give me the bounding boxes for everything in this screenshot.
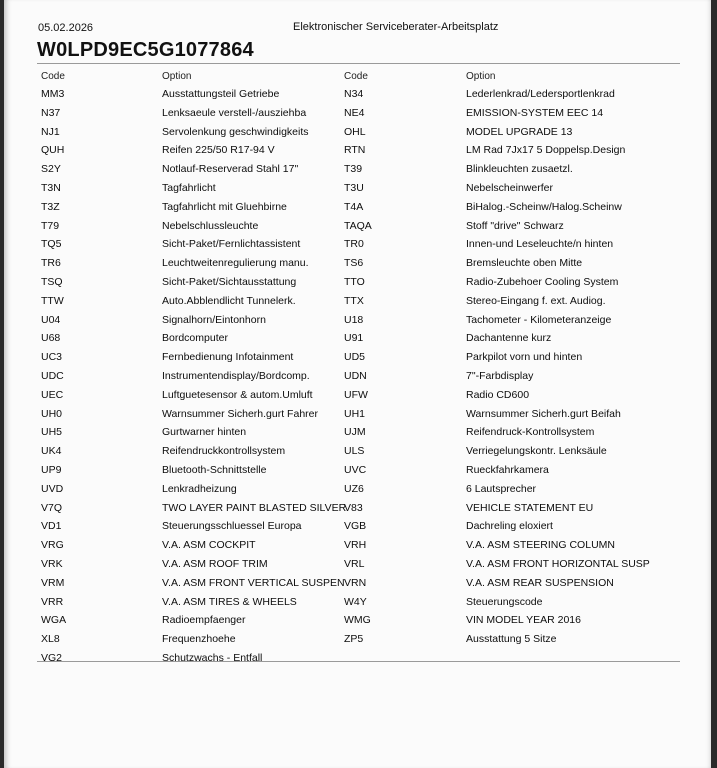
option-code-left: WGA: [41, 614, 67, 627]
option-description-left: Leuchtweitenregulierung manu.: [162, 257, 309, 270]
option-description-right: Rueckfahrkamera: [466, 463, 549, 476]
option-code-right: V83: [344, 501, 363, 514]
table-row: [4, 405, 711, 424]
option-code-left: U68: [41, 332, 61, 345]
table-row: [4, 329, 711, 348]
table-row: [4, 593, 711, 612]
option-code-right: U91: [344, 332, 364, 345]
option-description-left: Instrumentendisplay/Bordcomp.: [162, 369, 310, 382]
table-row: [4, 442, 711, 461]
option-code-right: TR0: [344, 238, 364, 251]
option-description-left: Steuerungsschluessel Europa: [162, 520, 302, 533]
option-code-left: VG2: [41, 651, 63, 664]
option-code-right: UJM: [344, 426, 366, 439]
option-code-left: T3Z: [41, 200, 60, 213]
option-code-right: ZP5: [344, 633, 364, 646]
table-row: [4, 311, 711, 330]
option-description-left: Gurtwarner hinten: [162, 426, 247, 439]
table-row: [4, 423, 711, 442]
option-description-left: Fernbedienung Infotainment: [162, 351, 294, 364]
option-code-right: UDN: [344, 369, 367, 382]
option-code-right: RTN: [344, 144, 366, 157]
option-code-left: MM3: [41, 88, 65, 100]
option-description-right: Warnsummer Sicherh.gurt Beifah: [466, 407, 621, 420]
option-code-left: V7Q: [41, 501, 63, 514]
option-code-left: XL8: [41, 633, 60, 646]
option-description-right: MODEL UPGRADE 13: [466, 125, 573, 138]
option-description-left: Luftguetesensor & autom.Umluft: [162, 388, 313, 401]
table-row: [4, 630, 711, 649]
table-row: [4, 367, 711, 386]
table-row: [4, 386, 711, 405]
option-code-left: UH0: [41, 407, 63, 420]
option-code-left: S2Y: [41, 163, 61, 176]
option-description-left: Signalhorn/Eintonhorn: [162, 313, 266, 326]
option-code-left: UC3: [41, 351, 63, 364]
table-row: [4, 480, 711, 499]
option-code-left: TR6: [41, 257, 61, 270]
option-description-right: Parkpilot vorn und hinten: [466, 351, 583, 364]
option-code-right: VRN: [344, 576, 367, 589]
option-code-right: T39: [344, 163, 363, 176]
option-code-right: TS6: [344, 257, 364, 270]
option-code-left: UP9: [41, 463, 62, 476]
option-description-right: Stereo-Eingang f. ext. Audiog.: [466, 294, 606, 307]
option-code-right: UFW: [344, 388, 368, 401]
option-code-right: UD5: [344, 351, 366, 364]
vin-number: W0LPD9EC5G1077864: [37, 39, 254, 61]
option-description-right: 7"-Farbdisplay: [466, 369, 534, 382]
table-row: [4, 85, 711, 104]
option-description-left: Tagfahrlicht mit Gluehbirne: [162, 200, 287, 213]
option-description-left: Reifen 225/50 R17-94 V: [162, 144, 275, 157]
table-row: [4, 517, 711, 536]
table-row: [4, 217, 711, 236]
option-description-left: Lenkradheizung: [162, 482, 237, 495]
option-code-left: UK4: [41, 445, 62, 458]
option-code-right: U18: [344, 313, 364, 326]
option-code-left: VRG: [41, 539, 64, 552]
option-header-right: Option: [466, 71, 496, 82]
table-row: [4, 574, 711, 593]
option-code-left: UDC: [41, 369, 64, 382]
option-description-right: Reifendruck-Kontrollsystem: [466, 426, 595, 439]
option-description-right: Dachantenne kurz: [466, 332, 552, 345]
table-row: [4, 179, 711, 198]
option-description-right: EMISSION-SYSTEM EEC 14: [466, 106, 604, 119]
option-description-left: Ausstattungsteil Getriebe: [162, 88, 280, 100]
option-description-right: V.A. ASM STEERING COLUMN: [466, 539, 615, 552]
option-code-right: VRH: [344, 539, 367, 552]
option-description-left: Bluetooth-Schnittstelle: [162, 463, 267, 476]
option-code-right: UZ6: [344, 482, 364, 495]
option-description-left: Schutzwachs - Entfall: [162, 651, 263, 664]
option-description-right: Radio CD600: [466, 388, 530, 401]
table-row: [4, 104, 711, 123]
option-code-left: VRK: [41, 557, 63, 570]
option-code-left: UEC: [41, 388, 64, 401]
table-row: [4, 499, 711, 518]
table-row: [4, 160, 711, 179]
table-row: [4, 555, 711, 574]
option-description-left: TWO LAYER PAINT BLASTED SILVER: [162, 501, 347, 514]
option-code-left: QUH: [41, 144, 65, 157]
option-description-left: Sicht-Paket/Fernlichtassistent: [162, 238, 301, 251]
option-code-left: N37: [41, 106, 61, 119]
option-code-right: UH1: [344, 407, 366, 420]
option-description-left: Bordcomputer: [162, 332, 228, 345]
option-description-right: BiHalog.-Scheinw/Halog.Scheinw: [466, 200, 622, 213]
option-description-right: VEHICLE STATEMENT EU: [466, 501, 594, 514]
option-description-left: Lenksaeule verstell-/ausziehba: [162, 106, 307, 119]
option-description-left: V.A. ASM ROOF TRIM: [162, 557, 268, 570]
option-description-right: 6 Lautsprecher: [466, 482, 537, 495]
table-row: [4, 348, 711, 367]
option-code-left: TSQ: [41, 275, 63, 288]
bottom-divider: [37, 661, 680, 662]
option-description-left: Auto.Abblendlicht Tunnelerk.: [162, 294, 296, 307]
option-code-left: U04: [41, 313, 61, 326]
option-description-right: Blinkleuchten zusaetzl.: [466, 163, 573, 176]
option-code-right: VRL: [344, 557, 365, 570]
option-description-right: Innen-und Leseleuchte/n hinten: [466, 238, 614, 251]
option-header-left: Option: [162, 71, 192, 82]
option-description-right: Radio-Zubehoer Cooling System: [466, 275, 619, 288]
option-code-right: TTO: [344, 275, 365, 288]
option-code-left: TTW: [41, 294, 64, 307]
table-row: [4, 141, 711, 160]
option-code-left: UH5: [41, 426, 63, 439]
table-row: [4, 461, 711, 480]
option-code-right: W4Y: [344, 595, 367, 608]
table-row: [4, 123, 711, 142]
option-code-right: ULS: [344, 445, 365, 458]
option-code-left: UVD: [41, 482, 64, 495]
top-divider: [37, 63, 680, 64]
table-row: [4, 292, 711, 311]
option-description-right: LM Rad 7Jx17 5 Doppelsp.Design: [466, 144, 626, 157]
option-description-right: Steuerungscode: [466, 595, 543, 608]
option-description-right: VIN MODEL YEAR 2016: [466, 614, 581, 627]
option-description-left: Radioempfaenger: [162, 614, 246, 627]
option-description-left: V.A. ASM COCKPIT: [162, 539, 256, 552]
option-code-right: WMG: [344, 614, 371, 627]
option-description-right: Dachreling eloxiert: [466, 520, 553, 533]
option-description-left: Notlauf-Reserverad Stahl 17": [162, 163, 299, 176]
table-row: [4, 611, 711, 630]
option-description-left: Tagfahrlicht: [162, 181, 216, 194]
option-description-right: Ausstattung 5 Sitze: [466, 633, 557, 646]
option-description-left: Frequenzhoehe: [162, 633, 236, 646]
option-description-left: Warnsummer Sicherh.gurt Fahrer: [162, 407, 318, 420]
option-code-right: TAQA: [344, 219, 372, 232]
option-description-left: Servolenkung geschwindigkeits: [162, 125, 309, 138]
option-code-left: TQ5: [41, 238, 62, 251]
option-code-left: T79: [41, 219, 60, 232]
options-table: [4, 85, 711, 668]
option-code-right: T4A: [344, 200, 364, 213]
option-code-left: T3N: [41, 181, 61, 194]
option-description-right: V.A. ASM FRONT HORIZONTAL SUSP: [466, 557, 650, 570]
table-row: [4, 198, 711, 217]
option-code-right: OHL: [344, 125, 366, 138]
table-row: [4, 273, 711, 292]
table-row: [4, 649, 711, 668]
option-code-left: VD1: [41, 520, 62, 533]
option-description-right: Nebelscheinwerfer: [466, 181, 553, 194]
code-header-right: Code: [344, 71, 368, 82]
option-description-right: Verriegelungskontr. Lenksäule: [466, 445, 607, 458]
option-code-right: VGB: [344, 520, 367, 533]
option-code-right: TTX: [344, 294, 364, 307]
option-description-left: V.A. ASM FRONT VERTICAL SUSPEN: [162, 576, 345, 589]
option-code-right: N34: [344, 88, 364, 100]
option-code-right: T3U: [344, 181, 364, 194]
option-description-left: V.A. ASM TIRES & WHEELS: [162, 595, 297, 608]
code-header-left: Code: [41, 71, 65, 82]
option-description-right: Lederlenkrad/Ledersportlenkrad: [466, 88, 615, 100]
table-row: [4, 254, 711, 273]
option-description-right: Bremsleuchte oben Mitte: [466, 257, 583, 270]
document-title: Elektronischer Serviceberater-Arbeitsplatz: [293, 21, 499, 33]
option-code-left: VRR: [41, 595, 64, 608]
print-date: 05.02.2026: [38, 22, 94, 34]
option-description-right: Tachometer - Kilometeranzeige: [466, 313, 612, 326]
option-description-left: Nebelschlussleuchte: [162, 219, 259, 232]
table-row: [4, 536, 711, 555]
option-code-right: UVC: [344, 463, 367, 476]
option-description-left: Reifendruckkontrollsystem: [162, 445, 286, 458]
document-page: [4, 0, 711, 768]
option-code-left: VRM: [41, 576, 65, 589]
option-code-left: NJ1: [41, 125, 60, 138]
table-row: [4, 235, 711, 254]
option-description-right: V.A. ASM REAR SUSPENSION: [466, 576, 614, 589]
option-description-right: Stoff "drive" Schwarz: [466, 219, 564, 232]
option-code-right: NE4: [344, 106, 365, 119]
option-description-left: Sicht-Paket/Sichtausstattung: [162, 275, 297, 288]
